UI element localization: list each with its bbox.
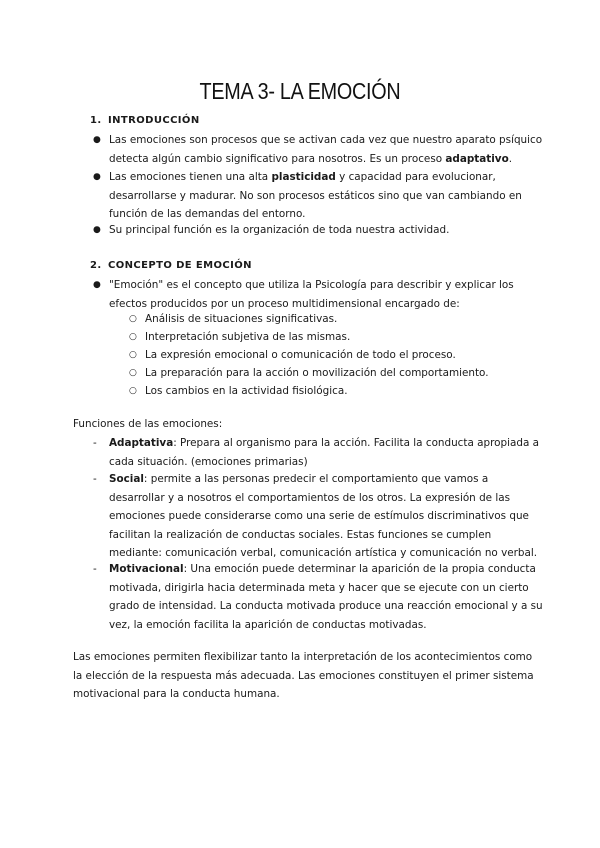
circle-bullet-icon: ○ — [129, 368, 137, 378]
section-title: INTRODUCCIÓN — [108, 115, 200, 126]
dash-bullet: - — [93, 563, 97, 575]
section-title: CONCEPTO DE EMOCIÓN — [108, 260, 252, 271]
sub-list-item: Análisis de situaciones significativas. — [145, 313, 338, 325]
bullet-icon: ● — [93, 135, 101, 145]
list-item: Su principal función es la organización de toda nuestra actividad. — [109, 224, 450, 236]
list-item: Las emociones son procesos que se activan cada vez que nuestro aparato psíquico detecta algún cambio significativo para nosotros. Es un proceso adaptativo. — [109, 134, 543, 165]
bullet-icon: ● — [93, 225, 101, 235]
page-title: TEMA 3- LA EMOCIÓN — [199, 78, 401, 104]
circle-bullet-icon: ○ — [129, 314, 137, 324]
section-number: 2. — [90, 260, 102, 271]
sub-list-item: La preparación para la acción o movilización del comportamiento. — [145, 367, 489, 379]
list-item: "Emoción" es el concepto que utiliza la Psicología para describir y explicar los efectos producidos por un proceso multidimensional encargado de: — [109, 279, 514, 310]
section-number: 1. — [90, 115, 102, 126]
circle-bullet-icon: ○ — [129, 332, 137, 342]
dash-bullet: - — [93, 473, 97, 485]
circle-bullet-icon: ○ — [129, 350, 137, 360]
bullet-icon: ● — [93, 172, 101, 182]
dash-bullet: - — [93, 437, 97, 449]
sub-list-item: Interpretación subjetiva de las mismas. — [145, 331, 351, 343]
section-heading-introduccion — [90, 112, 200, 131]
sub-list-item: La expresión emocional o comunicación de todo el proceso. — [145, 349, 456, 361]
bullet-icon: ● — [93, 280, 101, 290]
functions-intro: Funciones de las emociones: — [73, 418, 223, 430]
list-item: Social: permite a las personas predecir el comportamiento que vamos a desarrollar y a nosotros el comportamientos de los otros. La expresión de las emociones puede considerarse como una serie de estímulos discriminativos que facilitan la realización de conductas sociales. Estas funciones se cumplen mediante: comunicación verbal, comunicación artística y comunicación no verbal. — [109, 473, 538, 559]
list-item: Motivacional: Una emoción puede determinar la aparición de la propia conducta motivada, dirigirla hacia determinada meta y hacer que se ejecute con un cierto grado de intensidad. La conducta motivada produce una reacción emocional y a su vez, la emoción facilita la aparición de conductas motivadas. — [109, 563, 543, 631]
section-heading-concepto — [90, 257, 252, 276]
list-item: Las emociones tienen una alta plasticidad y capacidad para evolucionar, desarrollarse y madurar. No son procesos estáticos sino que van cambiando en función de las demandas del entorno. — [109, 171, 522, 220]
list-item: Adaptativa: Prepara al organismo para la acción. Facilita la conducta apropiada a cada situación. (emociones primarias) — [109, 437, 539, 468]
circle-bullet-icon: ○ — [129, 386, 137, 396]
sub-list-item: Los cambios en la actividad fisiológica. — [145, 385, 348, 397]
closing-paragraph: Las emociones permiten flexibilizar tanto la interpretación de los acontecimientos como la elección de la respuesta más adecuada. Las emociones constituyen el primer sistema motivacional para la conducta humana. — [73, 651, 534, 700]
